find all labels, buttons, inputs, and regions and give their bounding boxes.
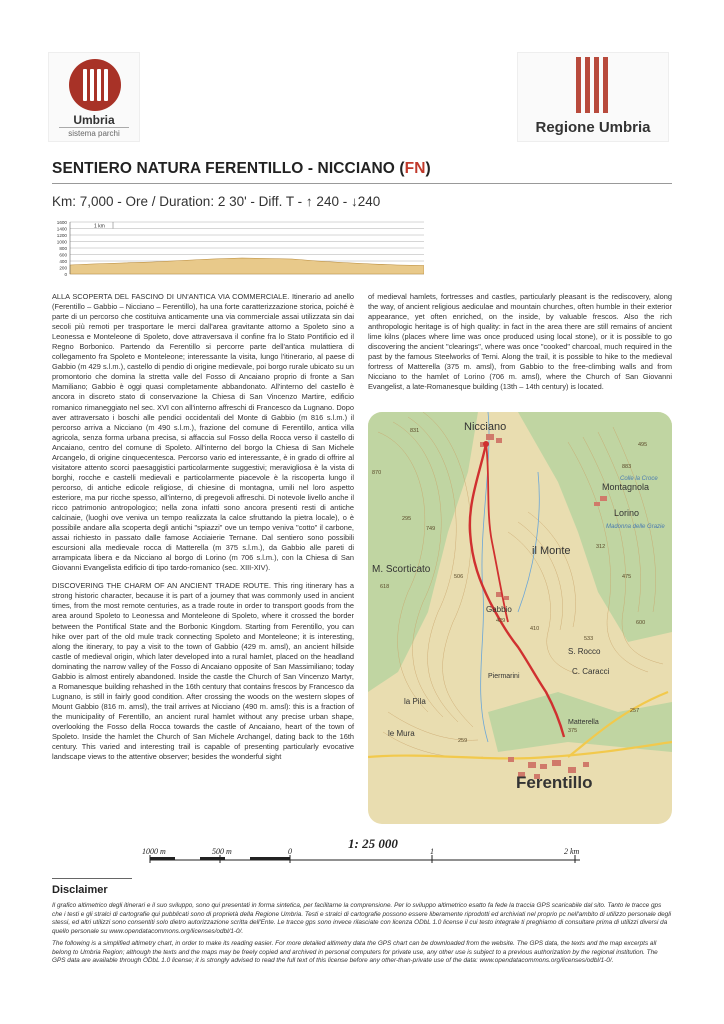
map-label-ferentillo: Ferentillo: [516, 773, 593, 792]
scale-label: 500 m: [212, 847, 232, 856]
profile-y-label: 800: [59, 246, 67, 251]
map-elevation: 870: [372, 470, 382, 476]
regione-emblem-icon: [574, 57, 612, 113]
umbria-emblem-icon: [69, 59, 121, 111]
scale-ratio: 1: 25 000: [348, 836, 398, 851]
map-elevation: 533: [584, 636, 594, 642]
map-label: Montagnola: [602, 482, 650, 492]
map-label: S. Rocco: [568, 647, 601, 656]
english-description-part2: of medieval hamlets, fortresses and castles, particularly pleasant is the rediscovery, along the way, of ancient religious aediculae and mountain churches, often humble in their exterior appearance, yet often enriched, on the inside, by valuable frescos. Also the rich anthropologic heritage is of high quality: in fact in the area there are still remains of ancient lime kilns (places where lime was once produced using local stone), or it is possible to go discovering the ancient "clearings", where was once "cooked" charcoal, much required in the past by the famous Steelworks of Terni. Along the trail, it is possible to hike to the medieval fortress of Matterella (375 m. amsl), from Gabbio to the free-climbing walls and from Nicciano to the hamlet of Lorino (706 m. amsl), where the Church of San Giovanni Evangelist, a late-Romanesque building (13th – 14th century) is located.: [368, 292, 672, 392]
map-elevation: 495: [638, 442, 648, 448]
umbria-parks-logo: [48, 52, 140, 142]
map-elevation: 506: [454, 574, 464, 580]
trail-stats: Km: 7,000 - Ore / Duration: 2 30' - Diff. T - ↑ 240 - ↓240: [52, 194, 381, 209]
map-label: Nicciano: [464, 421, 507, 433]
map-elevation: 375: [568, 728, 578, 734]
profile-y-label: 200: [59, 265, 67, 271]
map-elevation: 600: [636, 620, 646, 626]
elevation-profile-chart: [52, 218, 424, 280]
scale-label: 0: [288, 847, 292, 856]
profile-y-label: 0: [64, 272, 67, 277]
profile-y-label: 400: [59, 259, 67, 264]
map-label: C. Caracci: [572, 667, 610, 676]
title-divider: [52, 183, 672, 184]
trail-code-open: (: [399, 160, 405, 177]
trail-code-close: ): [425, 160, 431, 177]
profile-y-label: 1200: [56, 233, 67, 238]
map-label: il Monte: [532, 545, 571, 557]
italian-body: Itinerario ad anello (Ferentillo – Gabbio – Nicciano – Ferentillo), ha una forte caratterizzazione storica, poiché è parte di un percorso che costituiva anticamente una via commerciale assai utilizzata sin dai secoli più remoti per trasportare le merci dall'area gravitante attorno a Spoleto sino a Leonessa e Monteleone di Spoleto, dove attraversava il confine fra lo Stato Pontificio ed il Regno Borbonico. Partendo da Ferentillo si percorre parte dell'antica mulattiera di collegamento fra Spoleto e Monteleone; interessante la visita, lungo l'itinerario, al paese di Gabbio (m 429 s.l.m.), castello di pendio di origine medievale, poi borgo rurale ubicato su un promontorio che domina la stretta valle del Fosso di Ancaiano proprio di fronte a San Mamiliano; Gabbio è oggi quasi completamente abbandonato. All'interno del castello è ancora in discreto stato di conservazione la Chiesa di San Vincenzo Martire, edificio romanico rimaneggiato nel sec. XVI con all'interno affreschi di Francesco da Lugnano. Dopo aver attraversato i boschi alle pendici occidentali del Monte di Gabbio (m 816 s.l.m.) il percorso arriva a Nicciano (m 490 s.l.m.), frazione del comune di Ferentillo, antica villa agricola, senza forma urbana precisa, si affaccia sul Fosso della Rocca verso il castello di Ancaiano, centro del comune di Spoleto. All'interno del borgo la Chiesa di San Michele Arcangelo, di origine cinquecentesca. Percorso vario ed interessante, è in grado di offrire al visitatore attento scorci paesaggistici particolarmente suggestivi; meravigliosa è la vista di borghi, rocche e castelli medievali e particolarmente piacevole è la riscoperta lungo il percorso, di antiche edicole religiose, di chiesine di montagna, umili nel loro aspetto esteriore, ma pur ricche spesso, all'interno, di pregevoli affreschi. Di notevole livello anche il ricco patrimonio antropologico; nella zona infatti sono ancora presenti resti di antiche calcinaie, (luoghi ove veniva un tempo realizzata la calce sfruttando la pietra locale), o è possibile andare alla scoperta degli antichi "spiazzi" ove un tempo veniva "cotto" il carbone, assai richiesto in passato dalle famose Acciaierie Ternane. Dal sentiero sono possibili escursioni alla medievale rocca di Matterella (m 375 s.l.m.), da Gabbio alle pareti di arrampicata libera e da Nicciano al borgo di Lorino (m 706 s.l.m.), con la Chiesa di San Giovanni Evangelista edificio di tipo tardo-romanico (sec. XIII-XIV).: [52, 292, 354, 573]
disclaimer-title: Disclaimer: [52, 884, 108, 896]
map-elevation: 429: [496, 618, 506, 624]
profile-y-label: 1600: [56, 220, 67, 225]
map-elevation: 259: [458, 738, 468, 744]
profile-y-label: 1000: [56, 239, 67, 245]
map-label: M. Scorticato: [372, 564, 431, 575]
scale-label: 1: [430, 847, 434, 856]
map-label: la Pila: [404, 697, 426, 706]
map-scale: [140, 836, 590, 870]
disclaimer-italian: Il grafico altimetrico degli itinerari e il suo sviluppo, sono qui presentati in forma sintetica, per facilitarne la comprensione. Per lo sviluppo altimetrico esatto fa fede la traccia GPS scaricabile dal sito. Tanto le tracce gps che i testi e gli stralci di cartografie qui pubblicati sono di proprietà della Regione Umbria. Testi e stralci di cartografie possono essere liberamente riprodotti ed archiviati nel proprio pc nell'ambito di utilizzo personale degli stessi, ed altri utilizzi sono consentiti solo dietro autorizzazione scritta dell'Ente. Le tracce gps sono invece rilasciate con licenza ODbL 1.0 license il cui testo integrale ti preghiamo di consultare prima di utilizzi diversi da quello personale su www.opendatacommons.org/licenses/odbl/1-0/.: [52, 902, 672, 935]
map-elevation: 295: [402, 516, 412, 522]
map-elevation: 749: [426, 526, 436, 532]
map-elevation: 883: [622, 464, 632, 470]
map-label: Colle la Croce: [620, 476, 658, 482]
italian-description: [52, 292, 354, 573]
trail-map: [368, 412, 672, 824]
scale-label: 1000 m: [142, 847, 166, 856]
left-logo-divider: [59, 127, 129, 128]
description-left-column: [52, 292, 354, 762]
regione-umbria-logo: [517, 52, 669, 142]
map-label: Lorino: [614, 508, 640, 518]
trail-name: SENTIERO NATURA FERENTILLO - NICCIANO: [52, 160, 395, 177]
map-elevation: 410: [530, 626, 540, 632]
map-label: Piermarini: [488, 673, 520, 680]
trail-code: FN: [404, 160, 426, 177]
english-description-part1: DISCOVERING THE CHARM OF AN ANCIENT TRADE ROUTE. This ring itinerary has a strong historic character, because it is part of a journey that was commonly used in ancient times, from the most remote centuries, as a trade route in order to transport goods from the area around Spoleto to Leonessa and Monteleone di Spoleto, where it crossed the border between the Pontifical State and the Borbonic Kingdom. Starting from Ferentillo, you can hike over part of the old mule track connecting Spoleto and Monteleone; it is interesting, along the itinerary, to pay a visit to the town of Gabbio (429 m. amsl), an ancient hillside castle of medieval origin, which later developed into a rural hamlet, placed on the headland dominating the narrow valley of the Fosso di Ancaiano opposite of San Massimiliano; today Gabbio is almost entirely abandoned. Inside the castle the Church of San Vincenzo Martyr, a Romanesque building rehashed in the 16th century that contains frescos by Francesco da Lugnano, is still in fairly good condition. After crossing the woods on the western slopes of Mount Gabbio (816 m. amsl), the trail arrives at Nicciano (490 m. amsl): this is a fraction of the municipality of Ferentillo, an ancient rural hamlet without any precise urban shape, overlooking the Fosso della Rocca towards the castle of Ancaiano, heart of the town of Spoleto. Inside the hamlet the Church of San Michele Archangel, dating back to the 16th century. This varied and interesting trail is capable of presenting particularly evocative landscape views to the attentive observer; besides the wonderful sight: [52, 581, 354, 762]
map-elevation: 257: [630, 708, 640, 714]
map-elevation: 831: [410, 428, 420, 434]
scale-label: 2 km: [564, 847, 580, 856]
italian-heading: ALLA SCOPERTA DEL FASCINO DI UN'ANTICA VIA COMMERCIALE.: [52, 292, 290, 301]
map-label: le Mura: [388, 729, 415, 738]
profile-y-label: 600: [59, 252, 67, 258]
disclaimer-divider: [52, 878, 132, 879]
page-title: [52, 160, 431, 178]
right-logo-brand: Regione Umbria: [535, 119, 651, 136]
map-label: Gabbio: [486, 605, 512, 614]
left-logo-brand: Umbria: [73, 113, 115, 127]
left-logo-subtitle: sistema parchi: [68, 129, 120, 138]
map-label: Matterella: [568, 719, 599, 726]
map-elevation: 312: [596, 544, 606, 550]
map-label: Madonna delle Grazie: [606, 524, 665, 530]
map-elevation: 475: [622, 574, 632, 580]
map-elevation: 618: [380, 584, 390, 590]
profile-y-label: 1400: [56, 226, 67, 232]
disclaimer-english: The following is a simplified altimetry chart, in order to make its reading easier. For more detailed altimetry data the GPS chart can be downloaded from the website. The GPS data, the texts and the map excerpts all belong to Umbria Region; although the texts and the maps may be freely copied and archived in personal computers for private use, any other use is subject to a previous authorization by the regional institution. The GPS data are available through ODbL 1.0 license; it is strongly advised to read the full text of this license before any other-than-private use of the data: www.opendatacommons.org/licenses/odbl/1-0/.: [52, 940, 658, 965]
elevation-area: [70, 258, 424, 274]
profile-x-label: 1 km: [94, 223, 105, 230]
